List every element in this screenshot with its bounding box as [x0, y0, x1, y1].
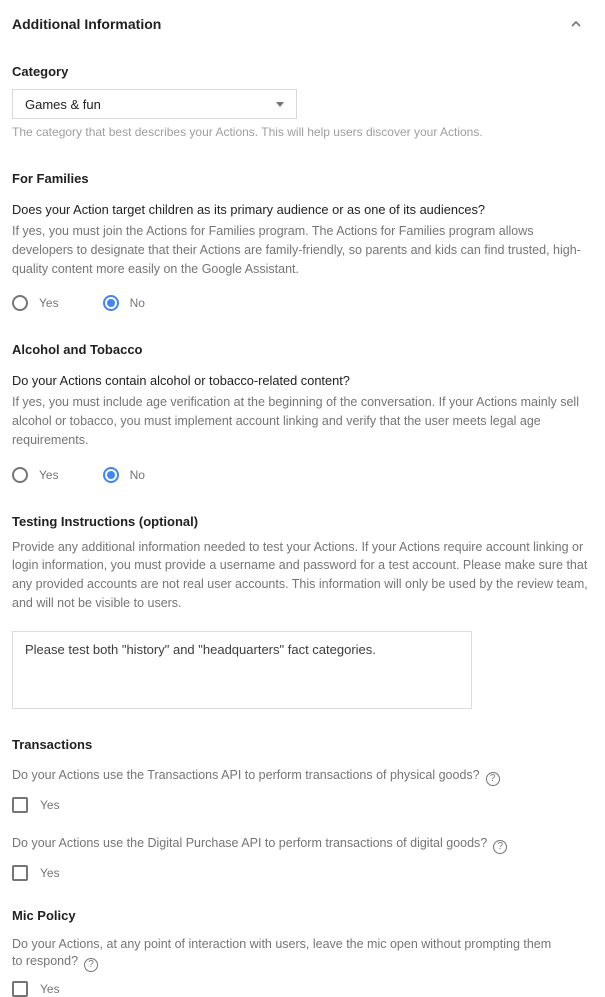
- radio-label-no[interactable]: No: [129, 296, 145, 311]
- for-families-radio-group: [12, 295, 593, 311]
- checkbox-label-yes[interactable]: Yes: [40, 865, 60, 880]
- for-families-question: Does your Action target children as its primary audience or as one of its audiences?: [12, 202, 486, 218]
- category-selected-value: Games & fun: [25, 96, 101, 112]
- help-icon[interactable]: ?: [486, 772, 500, 786]
- alcohol-tobacco-heading: Alcohol and Tobacco: [12, 342, 143, 358]
- for-families-radio-option-no[interactable]: [103, 295, 145, 311]
- alcohol-tobacco-radio-group: [12, 467, 593, 483]
- category-label: Category: [12, 64, 69, 79]
- radio-label-no[interactable]: No: [129, 467, 145, 482]
- transactions-physical-question-text: Do your Actions use the Transactions API to perform transactions of physical goods?: [12, 767, 480, 782]
- alcohol-tobacco-radio-option-no[interactable]: [103, 467, 145, 483]
- page-title: Additional Information: [12, 16, 162, 32]
- testing-instructions-textarea[interactable]: [12, 631, 472, 709]
- transactions-physical-question: [12, 767, 593, 786]
- testing-instructions-heading: Testing Instructions (optional): [12, 513, 199, 529]
- for-families-radio-option-yes[interactable]: [12, 295, 59, 311]
- alcohol-tobacco-helper-text: If yes, you must include age verification at the beginning of the conversation. If your Actions mainly sell alcohol or tobacco, you must implement account linking and verify that the user meets legal age requirements.: [12, 395, 579, 447]
- checkbox-unchecked-icon[interactable]: [12, 865, 28, 881]
- transactions-digital-checkbox-row[interactable]: [12, 865, 593, 881]
- radio-selected-icon[interactable]: [103, 467, 119, 483]
- mic-policy-question-text: Do your Actions, at any point of interaction with users, leave the mic open without prompting them to respond?: [12, 936, 552, 968]
- mic-policy-checkbox-row[interactable]: [12, 981, 593, 997]
- transactions-physical-checkbox-row[interactable]: [12, 797, 593, 813]
- radio-selected-icon[interactable]: [103, 295, 119, 311]
- chevron-up-icon: [569, 17, 583, 31]
- mic-policy-heading: Mic Policy: [12, 907, 76, 923]
- category-select[interactable]: [12, 89, 297, 119]
- help-icon[interactable]: ?: [493, 840, 507, 854]
- checkbox-label-yes[interactable]: Yes: [40, 797, 60, 812]
- alcohol-tobacco-question: Do your Actions contain alcohol or tobacco-related content?: [12, 373, 350, 389]
- mic-policy-question: [12, 936, 552, 973]
- alcohol-tobacco-radio-option-yes[interactable]: [12, 467, 59, 483]
- radio-unselected-icon[interactable]: [12, 467, 28, 483]
- collapse-section-button[interactable]: [567, 15, 585, 33]
- for-families-helper-text: If yes, you must join the Actions for Families program. The Actions for Families program allows developers to designate that their Actions are family-friendly, so parents and kids can find trusted, high-quality content more easily on the Google Assistant.: [12, 224, 581, 276]
- help-icon[interactable]: ?: [84, 958, 98, 972]
- caret-down-icon: [276, 102, 284, 107]
- checkbox-unchecked-icon[interactable]: [12, 797, 28, 813]
- checkbox-unchecked-icon[interactable]: [12, 981, 28, 997]
- radio-unselected-icon[interactable]: [12, 295, 28, 311]
- transactions-digital-question-text: Do your Actions use the Digital Purchase API to perform transactions of digital goods?: [12, 835, 488, 850]
- section-header: [12, 0, 593, 33]
- transactions-heading: Transactions: [12, 736, 93, 752]
- radio-label-yes[interactable]: Yes: [39, 296, 59, 311]
- transactions-digital-question: [12, 835, 593, 854]
- checkbox-label-yes[interactable]: Yes: [40, 982, 60, 996]
- category-helper-text: The category that best describes your Actions. This will help users discover your Actions.: [12, 125, 483, 139]
- for-families-heading: For Families: [12, 171, 89, 187]
- radio-label-yes[interactable]: Yes: [39, 467, 59, 482]
- testing-instructions-helper-text: Provide any additional information needed to test your Actions. If your Actions require account linking or login information, you must provide a username and password for a test account. Please make sure that any provided accounts are not real user accounts. This information will only be used by the review team, and will not be visible to users.: [12, 539, 588, 610]
